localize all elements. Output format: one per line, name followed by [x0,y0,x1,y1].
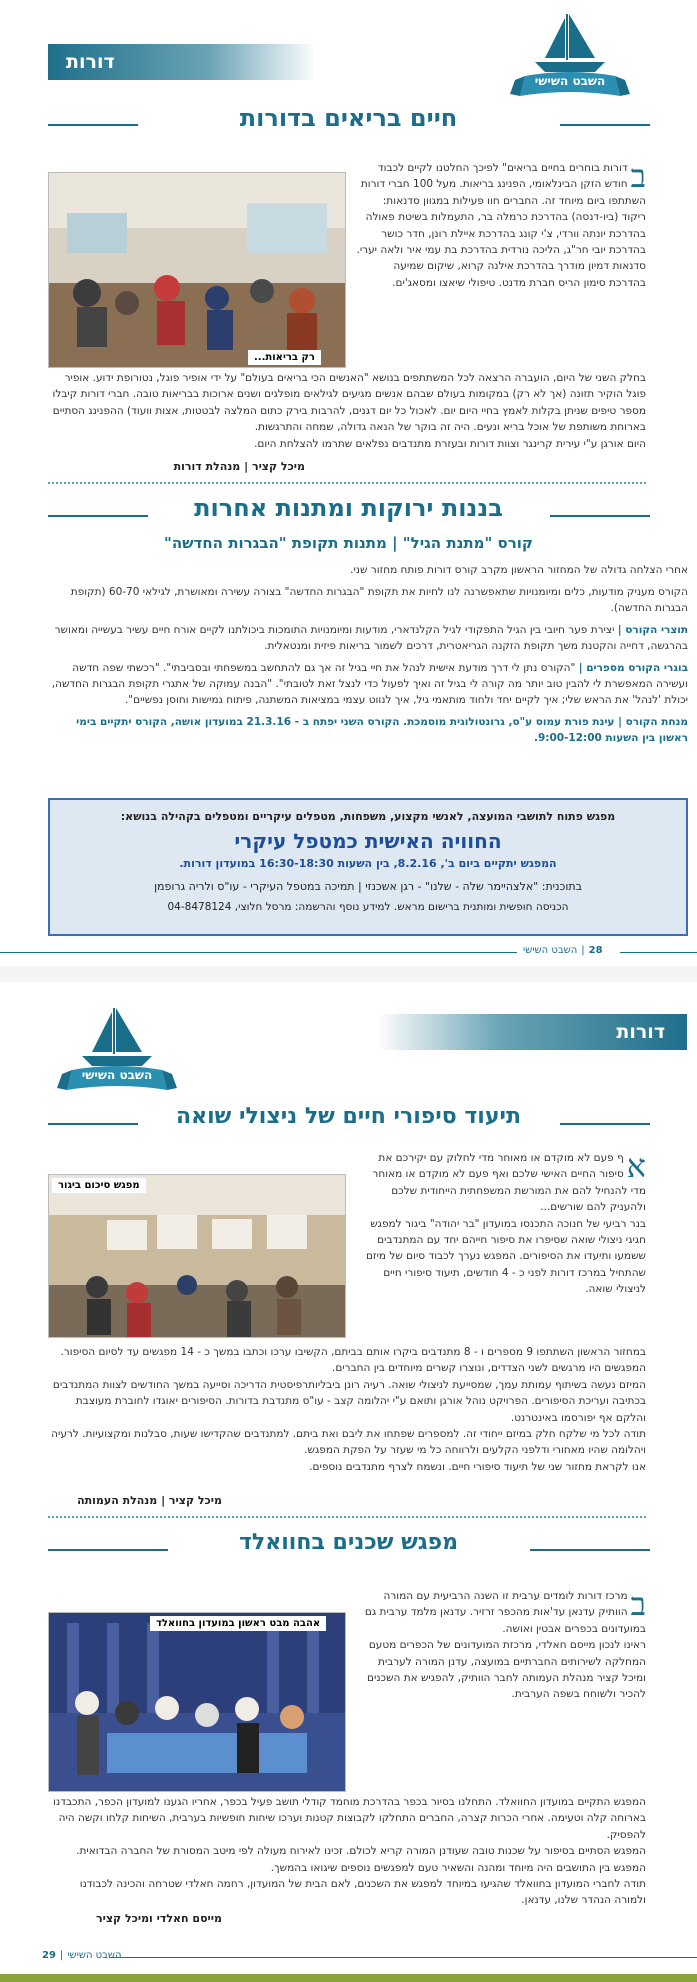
magazine-logo [42,1004,192,1104]
sailboat-logo-icon [495,10,645,110]
title-rule-right [560,124,650,126]
facilitator-text: עינת פורת עמוס ע"ס, גרונטולוגית מוסמכת. הקורס השני יפתח ב - 21.3.16 במועדון אושה, הקורס יתקיים בימי ראשון בין השעות 9:00-12:00. [76,716,688,744]
section-label: דורות [66,51,115,73]
article-subtitle: קורס "מתנת הגיל" | מתנות תקופת "הבגרות החדשה" [164,534,533,552]
article-paragraph: בנר רביעי של חנוכה התכנסו במועדון "בר יהודה" ביגור למפגש חגיגי ניצולי שואה שסיפרו את סיפור חייהם יחד עם המתנדבים ששמעו ותיעדו את הסיפורים. המפגש נערך לכבוד סיום של מיזם שהתחיל במרכז דורות לפני כ - 4 חודשים, תיעוד סיפורי חיים לניצולי שואה. [365,1217,646,1296]
magazine-page-28 [0,0,697,966]
section-label: דורות [616,1021,665,1043]
logo-text: השבט השישי [534,74,606,88]
title-rule-right [550,515,650,517]
footer-rule [110,1957,697,1958]
article-title: תיעוד סיפורי חיים של ניצולי שואה [175,1104,521,1129]
article-paragraph: ף פעם לא מוקדם או מאוחר מדי לחלוק עם יקירכם את סיפור החיים האישי שלכם ואף פעם לא מוקדם או מאוחר מדי להנחיל להם את המורשת המשפחתית הייחודית שלכם ולהעניק להם שורשים... [372,1152,646,1214]
article-paragraph: מרכז דורות לומדים ערבית זו השנה הרביעית עם המורה הוותיק עדנאן עד'אות מהכפר זרזיר. עדנאן מלמד ערבית גם במועדונים בכפרים אבטין ואושה. [364,1590,646,1635]
article-paragraph: ראינו לנכון מייסם חאלדי, מרכזת המועדונים של הכפרים מטעם המחלקה לשירותים החברתיים במועצה, עדנן המורה לערבית ומיכל קציר מנהלת העמותה לחבר הוותיק, להפגיש את השכנים להכיר ולשוחח בשפה הערבית. [367,1639,646,1701]
title-rule-right [560,1123,650,1125]
event-program: בתוכנית: "אלצהיימר שלה - שלנו" - רגן אשכנזי | תמיכה במטפל העיקרי - עו"ס ולריה גרופמן [154,880,582,893]
course-intro: אחרי הצלחה גדולה של המחזור הראשון מקרב קורס דורות פותח מחזור שני. [350,564,688,576]
event-audience: מפגש פתוח לתושבי המועצה, לאנשי מקצוע, משפחות, מטפלים עיקריים ומטפלים בקהילה בנושא: [120,810,616,823]
course-description [48,562,688,752]
article-paragraph: המיזם נעשה בשיתוף עמותת עמך, שמסייעת לניצולי שואה. רעיה רונן ביבליותרפיסטית הדריכה וסייעה במשך החודשים לצוות המתנדבים בכתיבה ועריכת הסיפורים. הפרויקט נוהל אורגן ותואם ע"י יהלומה קצב - עו"ס מתנדבת בדורות. הסיפורים יאוגדו לחוברת מעוצבת והלקם אף יפורסמו באינטרנט. [52,1378,646,1424]
footer-rule [0,952,517,953]
article-body-bottom [48,1794,646,1909]
article-body-bottom [48,1344,646,1475]
section-divider [48,482,646,484]
course-content-label: תוצרי הקורס | [617,624,688,636]
article-paragraph: דורות בוחרים בחיים בריאים" לפיכך החלטנו לקיים לכבוד חודש הזקן הבינלאומי, הפנינג בריאות. מעל 100 חברי דורות השתתפו ביום מיוחד זה. החברים חוו פעילות במגוון סדנאות: ריקוד (ביו-דנסה) בהדרכת כרמלה בר, התעמלות בשיטת פאולה בהדרכת יונתה וורדי, צ'י קונג בהדרכת איילת רונן, חדר כושר בהדרכת יובי חר"ג, הליכה נורדית בהדרכת בת עמי איר ולאה יערי. סדנאות דמיון מודרך בהדרכת אילנה קרוא, שיקום שמיעה בהדרכת סימון הריס חברת מדנט. טיפולי שיאצו ומסאג'ים. [356,162,646,289]
graduates-label: בוגרי הקורס מספרים | [578,662,688,674]
event-title: החוויה האישית כמטפל עיקרי [234,829,502,853]
course-desc: הקורס מעניק מודעות, כלים ומיומנויות שתאפשרנה לנו לחיות את תקופת "הבגרות החדשה" בצורה עשירה ומאושרת, לגילאי 60-70 (תקופת הבגרות החדשה). [70,586,688,614]
course-graduates [48,660,688,708]
magazine-logo [495,10,645,110]
drop-cap: ב [630,157,646,195]
article-photo [48,172,346,368]
footer-rule [620,952,697,953]
article-paragraph: אנו לקראת מחזור שני של תיעוד סיפורי חיים. ונשמח לצרף מתנדבים נוספים. [309,1460,646,1473]
page-bottom-band [0,1974,697,1982]
title-rule-left [48,124,138,126]
page-number: 28 [588,945,603,956]
photo-caption: רק בריאות... [248,350,321,365]
article-paragraph: במחזור הראשון השתתפו 9 מספרים ו - 8 מתנדבים ביקרו אותם בביתם, הקשיבו ערכו וכתבו במשך כ - 14 מפגשים עד לסיום הסיפור. המפגשים היו מרגשים לשני הצדדים, ונוצרו קשרים מיוחדים בין החברים. [60,1346,646,1375]
article-photo [48,1174,346,1338]
article-signature: מייסם חאלדי ומיכל קציר [96,1912,222,1925]
photo-caption: אהבה מבט ראשון במועדון בחוואלד [150,1616,326,1631]
article-body-top [356,157,646,291]
section-banner [48,44,316,80]
article-title: חיים בריאים בדורות [239,104,458,132]
course-content [48,622,688,654]
magazine-name: השבט השישי [67,1950,122,1961]
article-photo [48,1612,346,1792]
page-footer: השבט השישי | 29 [42,1950,122,1961]
article-paragraph: המפגש הסתיים בסיפור על שכנות טובה שעודנן המורה קריא לכולם. זכינו לאירוח מעולה לפי מיטב המסורת של החברה הבדואית. המפגש בין התושבים היה מיוחד ומהנה והשאיר טעם למפגשים נוספים שיגואו בהמשך. [76,1845,646,1874]
drop-cap: ב [630,1585,646,1623]
article-signature: מיכל קציר | מנהלת דורות [173,460,305,473]
article-title: מפגש שכנים בחוואלד [238,1530,459,1555]
article-paragraph: תודה לחברי המועדון בחוואלד שהגיעו במיוחד למפגש את השכנים, לאם הבית של המועדון, רחמה חאלדי שטרחה והכינה לכבודנו ולמורה הנהדר שלנו, עדנאן. [79,1878,646,1907]
article-paragraph: בחלק השני של היום, הועברה הרצאה לכל המשתתפים בנושא "האנשים הכי בריאים בעולם" על ידי אופיר פוגל, נטורופת ידוע. אופיר פוגל הוקיר תזונה (אך לא רק) במקומות בעולם שבהם אנשים מגיעים לגילאים מופלגים ושנים ארוכות בבריאות טובה. חברי דורות קיבלו מספר טיפים שניתן בקלות לאמץ בחיי היום יום. לאכול כל יום דגנים, להרבות בירק כתום המלצה לבטטות, אצות וועוד) ההפנינג הסתיים בארוחת משותפת של אוכל בריא ונעים. היה זה בוקר של הנאה גדולה, שמחה והתרגשות. [52,372,646,434]
article-paragraph: תודה לכל מי שלקח חלק במיזם ייחודי זה. למספרים שפתחו את ליבם ואת ביתם. למתנדבים שהקדישו שעות, סבלנות ומקצועיות. לרעיה ויהלומה שהיו מאחורי ודלפני הקלעים ולרווחה כל מי שעזר על הפקת המפגש. [51,1428,646,1457]
photo-caption: מפגש סיכום ביגור [52,1178,146,1193]
course-facilitator [48,714,688,746]
logo-text: השבט השישי [81,1068,153,1082]
article-signature: מיכל קציר | מנהלת העמותה [77,1494,222,1507]
magazine-name: השבט השישי [523,945,578,956]
facilitator-label: מנחת הקורס | [618,716,688,728]
title-rule-left [48,515,148,517]
title-rule-left [48,1549,168,1551]
section-divider [48,1516,646,1518]
article-body-bottom [48,370,646,452]
article-title: בננות ירוקות ומתנות אחרות [194,494,503,522]
page-number: 29 [42,1950,56,1961]
article-body-top [356,1585,646,1703]
graduates-quote: "הקורס נתן לי דרך מודעת אישית לנהל את חיי בגיל זה אך גם להתחשב במשפחתי ובסביבתי". "רכשתי שפה חדשה ועשירה המאפשרת לי להבין טוב יותר מה קורה לי בגיל זה ואיך לפעול כדי לנצל זאת לטובתי". "הבנה עמוקה של אתגרי תקופת הבגרות החדשה, יכולת 'לנהל' את הראש שלי; איך לקיים יחד ולחוד מותאמי גיל, איך לנווט עצמי במציאות המשתנה, פיתוח גמישות וחוסן נפשיים". [51,662,688,706]
title-rule-right [530,1549,650,1551]
title-rule-left [48,1123,138,1125]
section-banner [377,1014,687,1050]
article-paragraph: המפגש התקיים במועדון החוואלד. התחלנו בסיור בכפר בהדרכת מוחמד קודלי תושב פעיל בכפר, אחריו הגענו למועדון הכפר, התכבדנו בארוחה קלה וטעימה. אחרי הכרות קצרה, החברים התחלקו לקבוצות קטנות וערכו שיחות חופשיות בערבית, השיחות קלחו וקשה היה להפסיק. [53,1796,646,1841]
article-body-top [356,1147,646,1298]
article-paragraph: היום אורגן ע"י עירית קרינגר וצוות דורות ובעזרת מתנדבים נפלאים שתרמו להצלחת היום. [254,437,646,450]
event-datetime: המפגש יתקיים ביום ב', 8.2.16, בין השעות 16:30-18:30 במועדון דורות. [179,857,557,870]
course-content-text: יצירת פער חיובי בין הגיל התפקודי לגיל הקלנדארי, מודעות ומיומנויות התומכות ביכולתנו לקיים אורח חיים עשיר בעשייה ומאושר בהרגשה, דחייה והקטנת משך תקופת הזקנה הגריאטרית, דרכים לשמור בריאות פיזית ומנטאלית. [54,624,688,652]
magazine-page-29 [0,982,697,1982]
page-separator [0,966,697,982]
sailboat-logo-icon [42,1004,192,1104]
page-footer: 28 | השבט השישי [523,945,603,956]
event-info-box [48,798,688,936]
drop-cap: א [626,1147,646,1185]
event-registration: הכניסה חופשית ומותנית ברישום מראש. למידע נוסף והרשמה: מרסל חלוצי, 04-8478124 [167,901,569,913]
